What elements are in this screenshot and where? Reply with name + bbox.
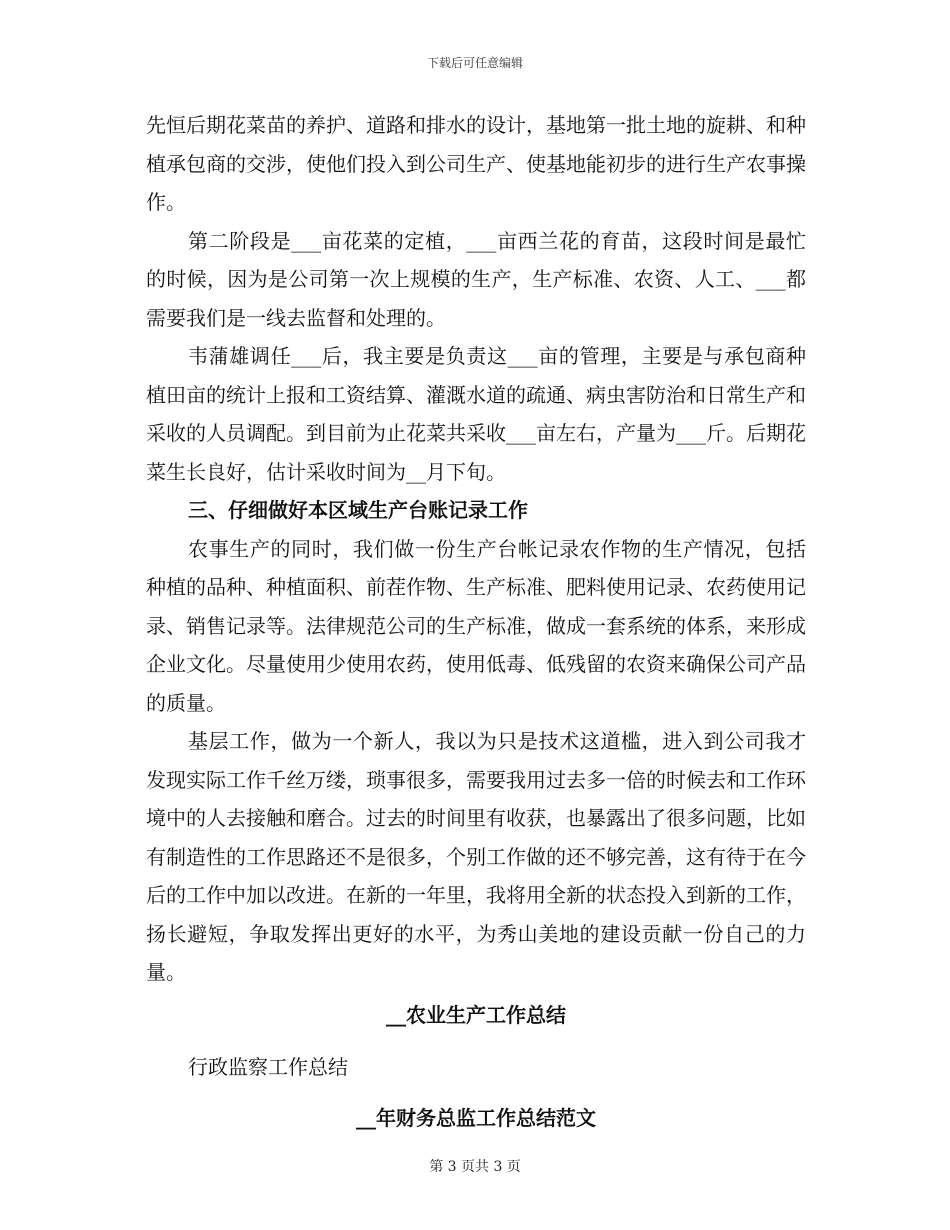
paragraph-5: 基层工作，做为一个新人，我以为只是技术这道槛，进入到公司我才发现实际工作千丝万缕，琐事很多，需要我用过去多一倍的时候去和工作环境中的人去接触和磨合。过去的时间里有收获，也暴露出了很多问题，比如有制造性的工作思路还不是很多，个别工作做的还不够完善，这有待于在今后的工作中加以改进。在新的一年里，我将用全新的状态投入到新的工作，扬长避短，争取发挥出更好的水平，为秀山美地的建设贡献一份自己的力量。 — [146, 729, 806, 984]
document-body — [146, 106, 806, 1137]
paragraph-1: 先恒后期花菜苗的养护、道路和排水的设计，基地第一批土地的旋耕、和种植承包商的交涉，使他们投入到公司生产、使基地能初步的进行生产农事操作。 — [146, 113, 806, 214]
paragraph-3: 韦蒲雄调任___后，我主要是负责这___亩的管理，主要是与承包商种植田亩的统计上报和工资结算、灌溉水道的疏通、病虫害防治和日常生产和采收的人员调配。到目前为止花菜共采收___亩左右，产量为___斤。后期花菜生长良好，估计采收时间为__月下旬。 — [146, 344, 806, 484]
paragraph-2: 第二阶段是___亩花菜的定植，___亩西兰花的育苗，这段时间是最忙的时候，因为是公司第一次上规模的生产，生产标准、农资、人工、___都需要我们是一线去监督和处理的。 — [146, 228, 806, 330]
page-header: 下载后可任意编辑 — [426, 56, 523, 70]
page-footer: 第 3 页共 3 页 — [429, 1159, 521, 1175]
section-heading: 三、仔细做好本区域生产台账记录工作 — [188, 498, 528, 522]
paragraph-4: 农事生产的同时，我们做一份生产台帐记录农作物的生产情况，包括种植的品种、种植面积、前茬作物、生产标准、肥料使用记录、农药使用记录、销售记录等。法律规范公司的生产标准，做成一套系统的体系，来形成企业文化。尽量使用少使用农药，使用低毒、低残留的农资来确保公司产品的质量。 — [146, 536, 806, 715]
related-link-1: 行政监察工作总结 — [188, 1055, 348, 1079]
related-title-2: __年财务总监工作总结范文 — [356, 1105, 596, 1130]
related-title-1: __农业生产工作总结 — [386, 1002, 566, 1027]
